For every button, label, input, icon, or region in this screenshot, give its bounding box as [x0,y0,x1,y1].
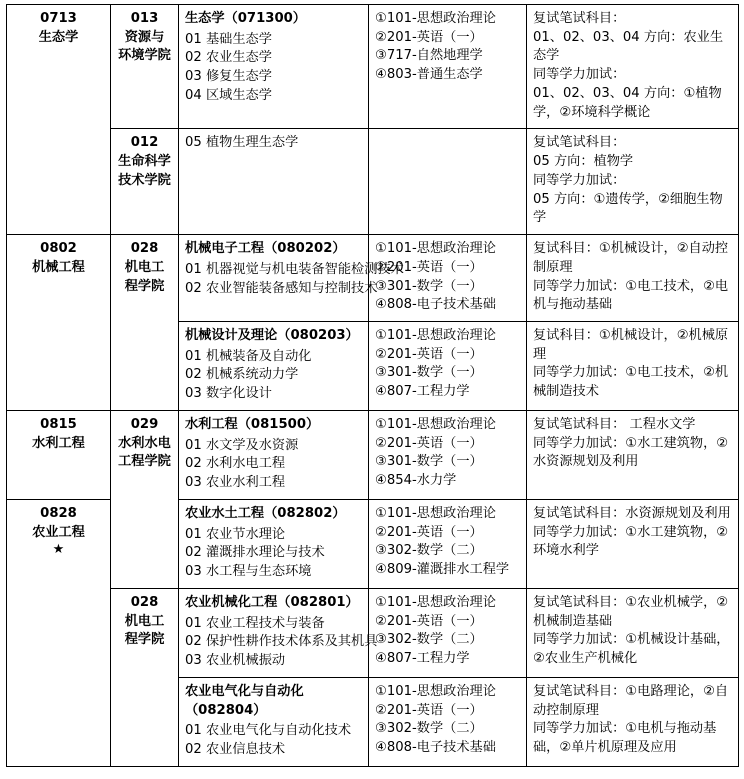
research-directions-cell [179,499,369,588]
remark-line: 05 方向：植物学 [533,154,634,170]
remark-line: 05 方向：①遗传学，②细胞生物学 [533,191,723,226]
exam-subject: ②201-英语（一） [375,259,483,275]
exam-subjects-cell [369,410,527,499]
direction-item: 01 机械装备及自动化 [185,348,312,364]
table-row [7,5,739,129]
exam-subjects-cell [369,588,527,677]
table-row [7,129,739,235]
direction-item: 01 机器视觉与机电装备智能检测技术 [185,261,404,277]
research-directions-cell [179,322,369,411]
exam-subjects-cell [369,5,527,129]
direction-title: 水利工程（081500） [185,416,320,432]
college-cell: 028 机电工 程学院 [111,588,179,766]
remark-line: 同等学力加试：①电工技术，②机械制造技术 [533,365,729,400]
direction-item: 02 灌溉排水理论与技术 [185,545,325,561]
table-row [7,588,739,677]
exam-subject: ③302-数学（二） [375,721,483,737]
research-directions-cell [179,410,369,499]
key-discipline-star-icon: ★ [52,542,65,558]
direction-title: 机械电子工程（080202） [185,241,346,257]
exam-subject: ①101-思想政治理论 [375,416,496,432]
remark-line: 同等学力加试： [533,67,626,83]
college-cell: 029 水利水电 工程学院 [111,410,179,588]
direction-item: 04 区域生态学 [185,87,272,103]
exam-subject: ③301-数学（一） [375,278,483,294]
exam-subject: ①101-思想政治理论 [375,505,496,521]
direction-title: 机械设计及理论（080203） [185,328,359,344]
direction-title: 农业水土工程（082802） [185,505,346,521]
direction-item: 02 水利水电工程 [185,456,286,472]
major-code-cell: 0713 生态学 [7,5,111,235]
exam-subject: ④808-电子技术基础 [375,739,496,755]
exam-subject: ③302-数学（二） [375,632,483,648]
major-catalog-table [6,4,739,767]
remarks-cell [527,588,739,677]
exam-subject: ②201-英语（一） [375,29,483,45]
remarks-cell [527,5,739,129]
remarks-cell [527,410,739,499]
remarks-cell [527,235,739,322]
direction-item: 02 机械系统动力学 [185,367,299,383]
research-directions-cell [179,235,404,322]
remark-line: 同等学力加试：①电机与拖动基础，②单片机原理及应用 [533,721,717,755]
remarks-cell [527,677,739,766]
exam-subject: ①101-思想政治理论 [375,594,496,610]
exam-subject: ①101-思想政治理论 [375,683,496,699]
exam-subject: ④808-电子技术基础 [375,297,496,313]
major-code-cell: 0815 水利工程 [7,410,111,499]
direction-title: 生态学（071300） [185,11,306,26]
research-directions-cell [179,129,369,235]
college-cell: 028 机电工 程学院 [111,235,179,411]
direction-item: 01 基础生态学 [185,31,272,47]
remark-line: 复试笔试科目： [533,135,626,151]
exam-subject: ③301-数学（一） [375,454,483,470]
direction-item: 03 修复生态学 [185,69,272,85]
exam-subject: ②201-英语（一） [375,702,483,718]
direction-item: 01 农业电气化与自动化技术 [185,723,352,739]
research-directions-cell [179,677,369,766]
exam-subjects-cell [369,677,527,766]
exam-subject: ④803-普通生态学 [375,67,483,83]
direction-item: 03 数字化设计 [185,386,272,402]
direction-item: 01 水文学及水资源 [185,437,299,453]
research-directions-cell [179,5,369,129]
exam-subjects-cell [369,129,527,235]
exam-subjects-cell [369,499,527,588]
remark-line: 同等学力加试： [533,172,626,188]
major-code-cell: 0828 农业工程 ★ [7,499,111,766]
remarks-cell [527,129,739,235]
direction-item: 03 水工程与生态环境 [185,564,312,580]
exam-subject: ①101-思想政治理论 [375,328,496,344]
exam-subjects-cell [369,322,527,411]
exam-subject: ④854-水力学 [375,473,457,489]
remark-line: 复试笔试科目： [533,11,626,26]
direction-item: 02 农业智能装备感知与控制技术 [185,280,378,296]
direction-title: 农业机械化工程（082801） [185,594,359,610]
exam-subject: ④807-工程力学 [375,384,470,400]
exam-subject: ②201-英语（一） [375,613,483,629]
remark-line: 01、02、03、04 方向：①植物学，②环境科学概论 [533,85,722,120]
exam-subject: ③301-数学（一） [375,365,483,381]
direction-item: 03 农业机械振动 [185,653,286,669]
direction-title: 农业电气化与自动化（082804） [185,683,304,718]
remarks-cell [527,499,739,588]
remark-line: 复试笔试科目：水资源规划及利用 [533,505,731,521]
exam-subjects-cell [369,235,527,322]
direction-item: 02 保护性耕作技术体系及其机具 [185,634,378,650]
remark-line: 01、02、03、04 方向：农业生态学 [533,29,724,64]
exam-subject: ④807-工程力学 [375,651,470,667]
college-cell: 012 生命科学 技术学院 [111,129,179,235]
exam-subject: ①101-思想政治理论 [375,241,496,257]
exam-subject: ②201-英语（一） [375,435,483,451]
remark-line: 复试笔试科目：①农业机械学，②机械制造基础 [533,594,729,629]
exam-subject: ②201-英语（一） [375,524,483,540]
remark-line: 复试笔试科目：①电路理论，②自动控制原理 [533,683,729,718]
remark-line: 同等学力加试：①电工技术，②电机与拖动基础 [533,278,729,313]
research-directions-cell [179,588,378,677]
direction-item: 02 农业生态学 [185,50,272,66]
college-cell: 013 资源与 环境学院 [111,5,179,129]
remarks-cell [527,322,739,411]
exam-subject: ③302-数学（二） [375,543,483,559]
remark-line: 复试笔试科目： 工程水文学 [533,416,696,432]
table-body [7,5,739,767]
direction-item: 05 植物生理生态学 [185,135,299,151]
remark-line: 同等学力加试：①机械设计基础，②农业生产机械化 [533,632,730,667]
direction-item: 01 农业节水理论 [185,526,286,542]
table-row [7,410,739,499]
exam-subject: ①101-思想政治理论 [375,11,496,26]
exam-subject: ③717-自然地理学 [375,48,483,64]
table-row [7,235,739,322]
remark-line: 同等学力加试：①水工建筑物，②环境水利学 [533,524,729,559]
exam-subject: ②201-英语（一） [375,346,483,362]
major-code-cell: 0802 机械工程 [7,235,111,411]
exam-subject: ④809-灌溉排水工程学 [375,562,510,578]
direction-item: 01 农业工程技术与装备 [185,615,325,631]
direction-item: 03 农业水利工程 [185,475,286,491]
remark-line: 复试科目：①机械设计，②自动控制原理 [533,241,729,275]
remark-line: 复试科目：①机械设计，②机械原理 [533,328,729,362]
remark-line: 同等学力加试：①水工建筑物，②水资源规划及利用 [533,435,729,470]
direction-item: 02 农业信息技术 [185,741,286,757]
